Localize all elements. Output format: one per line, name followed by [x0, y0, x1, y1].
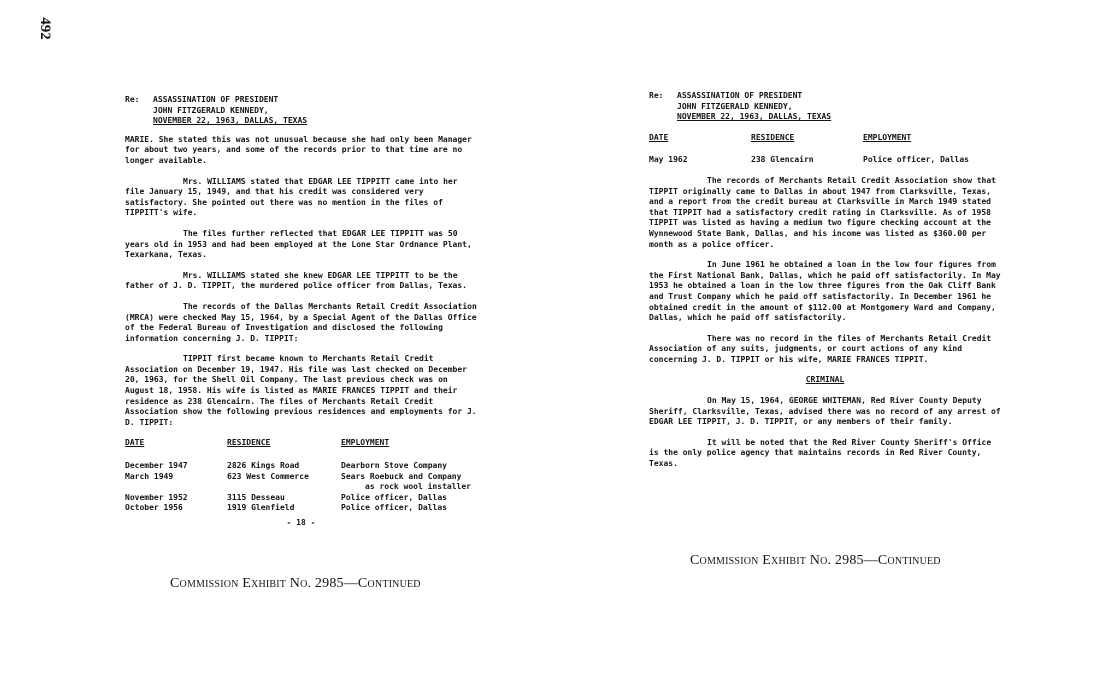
paragraph: It will be noted that the Red River County Sheriff's Office is the only police agency that maintains records in Red River County, Texas. — [649, 437, 992, 469]
table-cell: 238 Glencairn — [751, 155, 814, 165]
re-header-left — [125, 95, 477, 127]
table-header: RESIDENCE — [227, 438, 271, 448]
table-cell: Police officer, Dallas — [863, 155, 969, 165]
residence-table-right — [649, 133, 969, 166]
re-label: Re: — [649, 91, 664, 100]
table-cell: Sears Roebuck and Company — [341, 471, 462, 481]
paragraph: Mrs. WILLIAMS stated she knew EDGAR LEE TIPPITT to be the father of J. D. TIPPIT, the murdered police officer from Dallas, Texas. — [125, 270, 467, 291]
residence-table-left — [125, 438, 471, 514]
table-header: EMPLOYMENT — [341, 438, 390, 448]
re-line: ASSASSINATION OF PRESIDENT — [677, 91, 803, 100]
table-cell: March 1949 — [125, 471, 174, 481]
table-cell: 1919 Glenfield — [227, 503, 295, 513]
table-cell — [125, 482, 227, 493]
table-cell: December 1947 — [125, 461, 188, 471]
paragraph: The files further reflected that EDGAR LEE TIPPITT was 50 years old in 1953 and had been employed at the Lone Star Ordnance Plant, Texarkana, Texas. — [125, 228, 472, 260]
table-header: RESIDENCE — [751, 132, 795, 142]
table-row — [125, 493, 471, 504]
paragraph: The records of the Dallas Merchants Retail Credit Association (MRCA) were checked May 15, 1964, by a Special Agent of the Dallas Office of the Federal Bureau of Investigation and disclosed the following information concerning J. D. TIPPIT: — [125, 301, 477, 343]
table-row — [125, 472, 471, 483]
table-row — [125, 503, 471, 514]
table-cell — [227, 482, 341, 493]
exhibit-caption-left: Commission Exhibit No. 2985—Continued — [170, 576, 421, 591]
re-line: JOHN FITZGERALD KENNEDY, — [677, 101, 793, 111]
table-cell: as rock wool installer — [365, 482, 471, 492]
re-label: Re: — [125, 95, 140, 104]
table-header: DATE — [125, 438, 145, 448]
paragraph: The records of Merchants Retail Credit Association show that TIPPIT originally came to Dallas in about 1947 from Clarksville, Texas, and a report from the credit bureau at Clarksville in March 1949 stated that TIPPIT had a satisfactory credit rating in Clarksville. As of 1958 TIPPIT was listed as having a medium two figure checking account at the Wynnewood State Bank, Dallas, and his income was listed as $360.00 per month as a police officer. — [649, 175, 996, 249]
exhibit-caption-right: Commission Exhibit No. 2985—Continued — [690, 553, 941, 568]
re-line: NOVEMBER 22, 1963, DALLAS, TEXAS — [153, 116, 308, 126]
page-footer: - 18 - — [286, 518, 316, 527]
table-cell: 3115 Desseau — [227, 492, 285, 502]
table-header: DATE — [649, 132, 669, 142]
table-cell: 623 West Commerce — [227, 471, 309, 481]
table-cell: Dearborn Stove Company — [341, 461, 447, 471]
table-cell: November 1952 — [125, 492, 188, 502]
page-number: 492 — [36, 17, 53, 40]
table-cell: Police officer, Dallas — [341, 503, 447, 513]
re-line: JOHN FITZGERALD KENNEDY, — [153, 105, 269, 115]
paragraph: TIPPIT first became known to Merchants Retail Credit Association on December 19, 1947. His file was last checked on December 20, 1963, for the Shell Oil Company. The last previous check was on August 18, 1958. His wife is listed as MARIE FRANCES TIPPIT and their residence as 238 Glencairn. The files of Merchants Retail Credit Association show the following previous residences and employments for J. D. TIPPIT: — [125, 354, 477, 427]
section-heading-criminal: CRIMINAL — [805, 375, 845, 385]
re-line: ASSASSINATION OF PRESIDENT — [153, 95, 279, 104]
paragraph: Mrs. WILLIAMS stated that EDGAR LEE TIPPITT came into her file January 15, 1949, and that his credit was considered very satisfactory. She pointed out there was no mention in the files of TIPPITT's wife. — [125, 176, 458, 218]
right-page-text — [649, 91, 1001, 480]
left-page-text — [125, 95, 477, 529]
paragraph: MARIE. She stated this was not unusual because she had only been Manager for about two years, and some of the records prior to that time are no longer available. — [125, 134, 472, 165]
table-cell: 2826 Kings Road — [227, 461, 300, 471]
table-cell: May 1962 — [649, 155, 688, 165]
re-line: NOVEMBER 22, 1963, DALLAS, TEXAS — [677, 112, 832, 122]
table-row — [649, 155, 969, 166]
table-cell: October 1956 — [125, 503, 183, 513]
table-row — [125, 461, 471, 472]
table-header: EMPLOYMENT — [863, 132, 912, 142]
table-cell: Police officer, Dallas — [341, 492, 447, 502]
paragraph: There was no record in the files of Merchants Retail Credit Association of any suits, judgments, or court actions of any kind concerning J. D. TIPPIT or his wife, MARIE FRANCES TIPPIT. — [649, 333, 992, 364]
paragraph: On May 15, 1964, GEORGE WHITEMAN, Red River County Deputy Sheriff, Clarksville, Texas, advised there was no record of any arrest of EDGAR LEE TIPPIT, J. D. TIPPIT, or any members of their family. — [649, 396, 1001, 427]
table-row — [125, 482, 471, 493]
re-header-right — [649, 91, 1001, 123]
paragraph: In June 1961 he obtained a loan in the low four figures from the First National Bank, Dallas, which he paid off satisfactorily. In May 1953 he obtained a loan in the low three figures from the Oak Cliff Bank and Trust Company which he paid off satisfactorily. In December 1961 he obtained credit in the amount of $112.00 at Montgomery Ward and Company, Dallas, which he paid off satisfactorily. — [649, 260, 1001, 323]
